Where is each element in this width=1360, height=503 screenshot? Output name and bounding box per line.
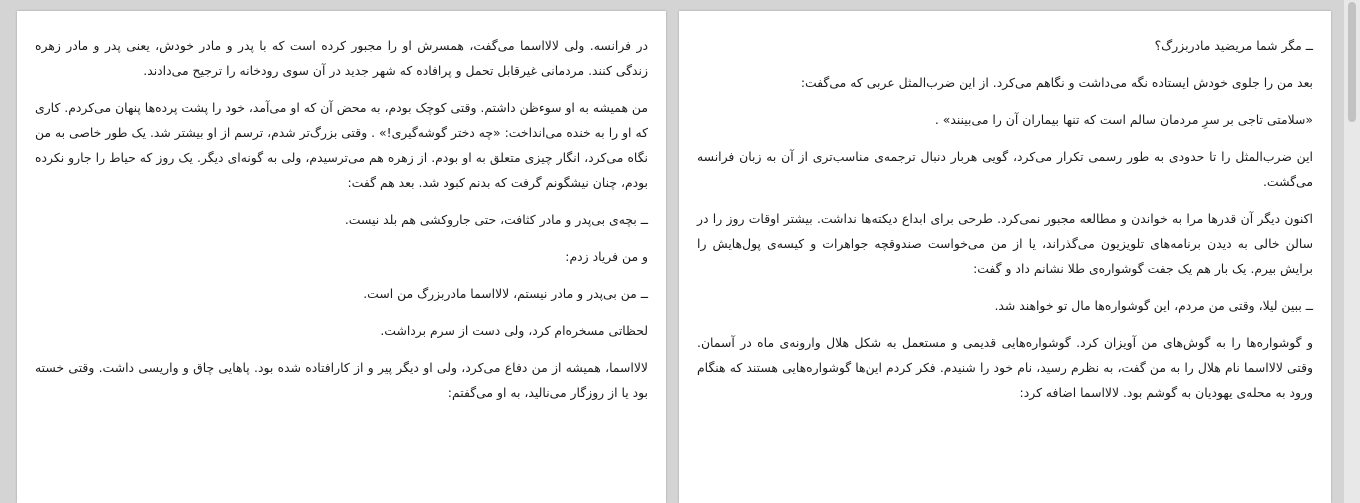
paragraph: من همیشه به او سوءظن داشتم. وقتی کوچک بودم، به محض آن که او می‌آمد، خود را پشت پرده‌ها پنهان می‌کردم. کاری که او را به خنده می‌انداخت: «چه دختر گوشه‌گیری!» . وقتی بزرگ‌تر شدم، ترسم از او بیشتر شد. یک طور خاصی به من نگاه می‌کرد، انگار چیزی متعلق به او بودم. از زهره هم می‌ترسیدم، ولی به گونه‌ای دیگر. یک روز که حیاط را جارو نکرده بودم، چنان نیشگونم گرفت که بدنم کبود شد. بعد هم گفت: <box>35 100 648 190</box>
left-page <box>17 11 666 503</box>
paragraph: ــ ببین لیلا، وقتی من مردم، این گوشواره‌ها مال تو خواهند شد. <box>994 298 1313 313</box>
paragraph: ــ مگر شما مریضید مادربزرگ؟ <box>1154 38 1313 53</box>
paragraph: لحظاتی مسخره‌ام کرد، ولی دست از سرم برداشت. <box>380 323 648 338</box>
paragraph: اکنون دیگر آن قدرها مرا به خواندن و مطالعه مجبور نمی‌کرد. طرحی برای ابداع دیکته‌ها نداشت. بیشتر اوقات روز را در سالن خالی به دیدن برنامه‌های تلویزیون می‌گذراند، یا از من می‌خواست صندوقچه جواهرات و کیسه‌ی پول‌هایش را برایش بیرم. یک بار هم یک جفت گوشواره‌ی طلا نشانم داد و گفت: <box>697 211 1313 276</box>
paragraph: و من فریاد زدم: <box>565 249 648 264</box>
paragraph: این ضرب‌المثل را تا حدودی به طور رسمی تکرار می‌کرد، گویی هربار دنبال ترجمه‌ی مناسب‌تری از آن به زبان فرانسه می‌گشت. <box>697 149 1313 189</box>
paragraph: بعد من را جلوی خودش ایستاده نگه می‌داشت و نگاهم می‌کرد. از این ضرب‌المثل عربی که می‌گفت: <box>800 75 1313 90</box>
right-page <box>679 11 1331 503</box>
paragraph: ــ من بی‌پدر و مادر نیستم، لالااسما مادربزرگ من است. <box>363 286 648 301</box>
paragraph: و گوشواره‌ها را به گوش‌های من آویزان کرد. گوشواره‌هایی قدیمی و مستعمل به شکل هلال وارونه‌ی ماه در آسمان. وقتی لالااسما نام هلال را به من گفت، به نظرم رسید، نام خود را شنیدم. فکر کردم این‌ها گوشواره‌هایی هستند که هنگام ورود به محله‌ی یهودیان به گوشم بود. لالااسما اضافه کرد: <box>697 335 1313 400</box>
paragraph: لالااسما، همیشه از من دفاع می‌کرد، ولی او دیگر پیر و از کارافتاده شده بود. پاهایی چاق و واریسی داشت. وقتی خسته بود یا از روزگار می‌نالید، به او می‌گفتم: <box>35 360 648 400</box>
paragraph: «سلامتی تاجی بر سرِ مردمان سالم است که تنها بیماران آن را می‌بینند» . <box>934 112 1313 127</box>
paragraph: در فرانسه. ولی لالااسما می‌گفت، همسرش او را مجبور کرده است که با پدر و مادر خودش، یعنی پدر و مادر زهره زندگی کنند. مردمانی غیرقابل تحمل و پرافاده که شهر جدید در آن سوی رودخانه را ترجیح می‌دادند. <box>35 38 648 78</box>
vertical-scrollbar[interactable] <box>1344 0 1360 503</box>
paragraph: ــ بچه‌ی بی‌پدر و مادر کثافت، حتی جاروکشی هم بلد نیست. <box>344 212 648 227</box>
scrollbar-thumb[interactable] <box>1348 2 1356 122</box>
